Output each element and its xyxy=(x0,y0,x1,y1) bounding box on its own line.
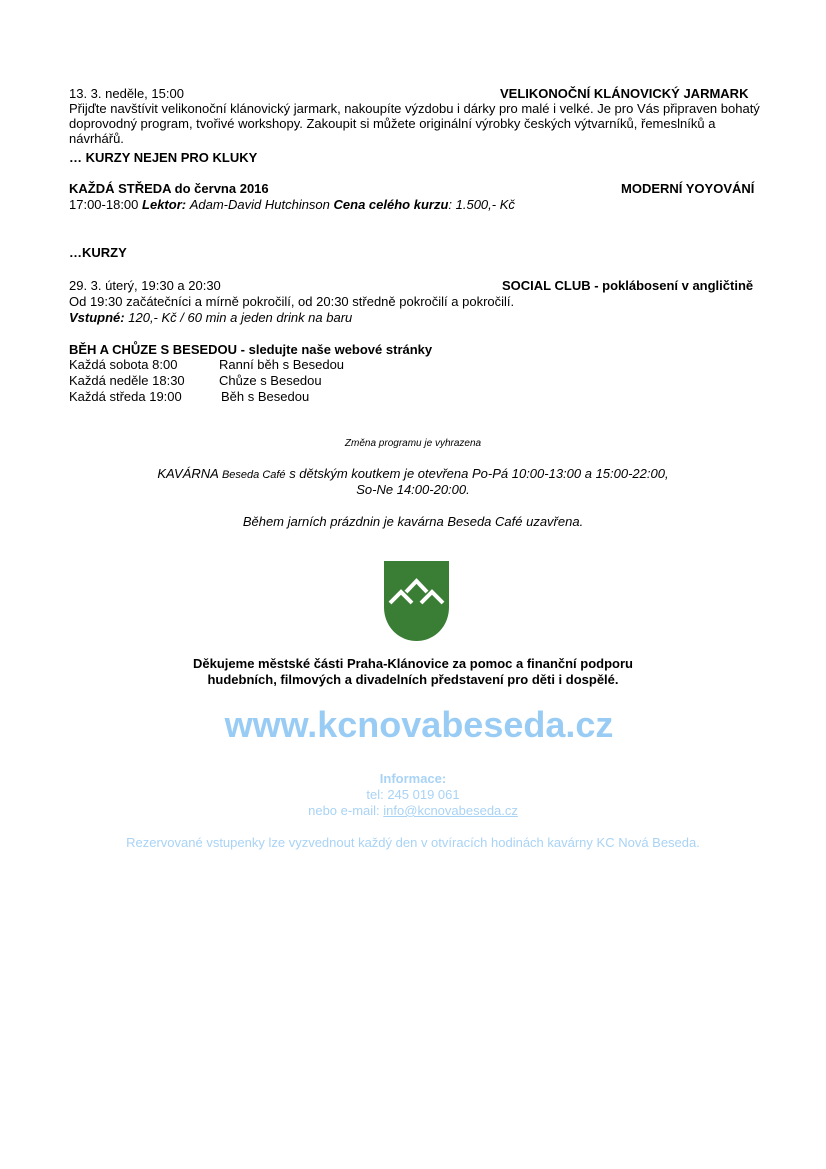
event2-entry-label: Vstupné: xyxy=(69,310,125,325)
schedule-activity: Chůze s Besedou xyxy=(219,373,322,388)
cafe-text: s dětským koutkem je otevřena Po-Pá 10:00-13:00 a 15:00-22:00, xyxy=(289,466,669,481)
info-email-link[interactable]: info@kcnovabeseda.cz xyxy=(383,803,518,818)
running-schedule xyxy=(0,357,826,405)
section2-heading: …KURZY xyxy=(69,245,127,260)
event1-description: Přijďte navštívit velikonoční klánovický jarmark, nakoupíte výzdobu i dárky pro malé i velké. Je pro Vás připraven bohatý doprovodný program, tvořivé workshopy. Zakoupit si můžete originální výrobky českých výtvarníků, řemeslníků a návrhářů. xyxy=(69,101,760,146)
schedule-activity: Ranní běh s Besedou xyxy=(219,357,345,372)
event1-date: 13. 3. neděle, 15:00 xyxy=(69,86,184,101)
info-email-line xyxy=(0,803,826,818)
program-change-notice: Změna programu je vyhrazena xyxy=(344,438,482,449)
event2-description: Od 19:30 začátečníci a mírně pokročilí, od 20:30 středně pokročilí a pokročilí. xyxy=(69,294,515,309)
thanks-line2: hudebních, filmových a divadelních představení pro děti i dospělé. xyxy=(207,672,619,687)
reservation-note: Rezervované vstupenky lze vyzvednout každý den v otvíracích hodinách kavárny KC Nová Beseda. xyxy=(126,835,700,850)
cafe-holiday: Během jarních prázdnin je kavárna Beseda Café uzavřena. xyxy=(242,514,584,529)
cafe-hours xyxy=(0,466,826,483)
running-heading: BĚH A CHŮZE S BESEDOU - sledujte naše webové stránky xyxy=(69,342,433,357)
course1-price-value: : 1.500,- Kč xyxy=(448,197,515,212)
schedule-row xyxy=(0,373,826,389)
course1-price-label: Cena celého kurzu xyxy=(333,197,449,212)
cafe-name-small: Beseda Café xyxy=(221,469,286,481)
event2-entry-value: 120,- Kč / 60 min a jeden drink na baru xyxy=(128,310,353,325)
info-phone: tel: 245 019 061 xyxy=(366,787,460,802)
event2-entry xyxy=(69,310,352,325)
klanovice-shield-logo xyxy=(384,561,449,643)
schedule-time: Každá neděle 18:30 xyxy=(69,373,185,388)
cafe-name: KAVÁRNA xyxy=(157,466,219,481)
course1-lector-label: Lektor: xyxy=(142,197,187,212)
schedule-time: Každá středa 19:00 xyxy=(69,389,182,404)
course1-title: MODERNÍ YOYOVÁNÍ xyxy=(621,181,755,196)
schedule-row xyxy=(0,389,826,405)
event2-title: SOCIAL CLUB - poklábosení v angličtině xyxy=(502,278,754,293)
event1-title: VELIKONOČNÍ KLÁNOVICKÝ JARMARK xyxy=(500,86,749,101)
thanks-line1: Děkujeme městské části Praha-Klánovice za pomoc a finanční podporu xyxy=(193,656,633,671)
info-heading: Informace: xyxy=(379,771,447,786)
shield-icon xyxy=(384,561,449,643)
course1-details xyxy=(69,197,515,212)
info-email-prefix: nebo e-mail: xyxy=(308,803,380,818)
course1-lector-name: Adam-David Hutchinson xyxy=(189,197,330,212)
schedule-time: Každá sobota 8:00 xyxy=(69,357,178,372)
event2-date: 29. 3. úterý, 19:30 a 20:30 xyxy=(69,278,221,293)
schedule-activity: Běh s Besedou xyxy=(221,389,310,404)
course1-time: 17:00-18:00 xyxy=(69,197,139,212)
cafe-hours-weekend: So-Ne 14:00-20:00. xyxy=(356,482,470,497)
section1-heading: … KURZY NEJEN PRO KLUKY xyxy=(69,150,258,165)
course1-when: KAŽDÁ STŘEDA do června 2016 xyxy=(69,181,269,196)
schedule-row xyxy=(0,357,826,373)
website-link[interactable]: www.kcnovabeseda.cz xyxy=(224,704,614,745)
